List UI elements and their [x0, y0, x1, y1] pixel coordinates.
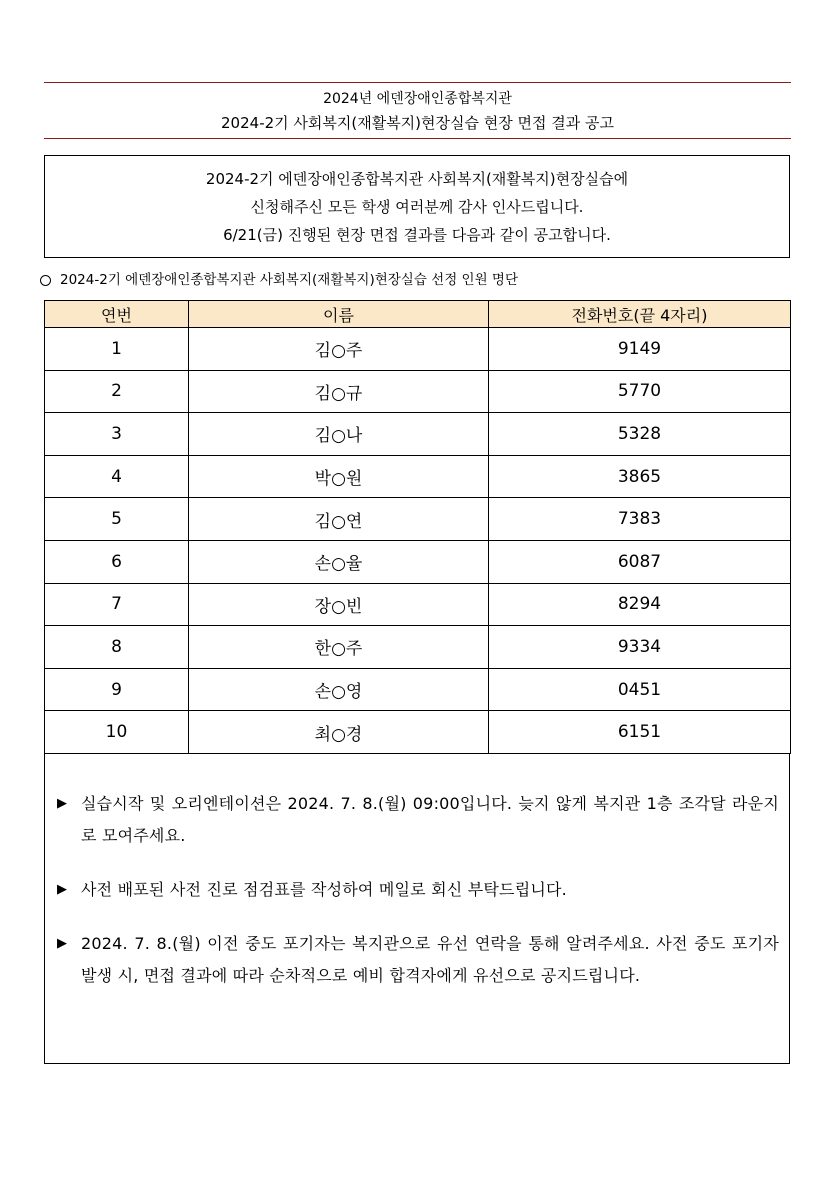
triangle-bullet-icon: ▶ [57, 882, 68, 897]
row-phone: 3865 [489, 455, 791, 498]
row-phone: 9334 [489, 626, 791, 669]
note-text: 실습시작 및 오리엔테이션은 2024. 7. 8.(월) 09:00입니다. 늦지 않게 복지관 1층 조각달 라운지로 모여주세요. [81, 794, 779, 845]
document-title: 2024-2기 사회복지(재활복지)현장실습 현장 면접 결과 공고 [221, 114, 614, 132]
note-text: 2024. 7. 8.(월) 이전 중도 포기자는 복지관으로 유선 연락을 통해 알려주세요. 사전 중도 포기자 발생 시, 면접 결과에 따라 순차적으로 예비 합격자에게 유선으로 공지드립니다. [81, 934, 779, 985]
row-name: 한○주 [189, 626, 489, 669]
header-cell-number: 연번 [45, 301, 189, 328]
note-item [57, 928, 779, 992]
table-row [45, 583, 791, 626]
row-name: 장○빈 [189, 583, 489, 626]
row-phone: 6087 [489, 540, 791, 583]
header-cell-phone: 전화번호(끝 4자리) [489, 301, 791, 328]
note-item [57, 788, 779, 852]
table-row [45, 455, 791, 498]
table-row [45, 370, 791, 413]
note-item [57, 874, 779, 906]
row-name: 손○영 [189, 668, 489, 711]
row-number: 2 [45, 370, 189, 413]
row-number: 5 [45, 498, 189, 541]
table-header-row [45, 301, 791, 328]
row-number: 3 [45, 413, 189, 456]
intro-line: 신청해주신 모든 학생 여러분께 감사 인사드립니다. [250, 197, 584, 216]
row-number: 1 [45, 328, 189, 371]
row-phone: 5770 [489, 370, 791, 413]
table-row [45, 328, 791, 371]
row-number: 8 [45, 626, 189, 669]
row-name: 김○나 [189, 413, 489, 456]
row-phone: 6151 [489, 711, 791, 754]
selected-students-table [44, 300, 791, 754]
table-row [45, 540, 791, 583]
row-number: 4 [45, 455, 189, 498]
section-title: 2024-2기 에덴장애인종합복지관 사회복지(재활복지)현장실습 선정 인원 명단 [60, 272, 518, 288]
row-number: 6 [45, 540, 189, 583]
intro-line: 6/21(금) 진행된 현장 면접 결과를 다음과 같이 공고합니다. [223, 225, 611, 244]
row-name: 손○율 [189, 540, 489, 583]
row-name: 김○규 [189, 370, 489, 413]
row-phone: 9149 [489, 328, 791, 371]
top-divider [44, 82, 791, 83]
row-phone: 7383 [489, 498, 791, 541]
row-number: 7 [45, 583, 189, 626]
circle-bullet-icon [40, 275, 51, 286]
intro-box [44, 155, 790, 258]
section-heading [40, 270, 518, 290]
row-phone: 5328 [489, 413, 791, 456]
table-row [45, 498, 791, 541]
table-row [45, 413, 791, 456]
row-number: 9 [45, 668, 189, 711]
row-name: 김○주 [189, 328, 489, 371]
row-phone: 0451 [489, 668, 791, 711]
triangle-bullet-icon: ▶ [57, 796, 68, 811]
notes-box [44, 754, 790, 1064]
header-cell-name: 이름 [189, 301, 489, 328]
row-number: 10 [45, 711, 189, 754]
bottom-divider [44, 138, 791, 139]
row-name: 김○연 [189, 498, 489, 541]
organization-name: 2024년 에덴장애인종합복지관 [323, 91, 512, 107]
table-row [45, 711, 791, 754]
table-row [45, 668, 791, 711]
table-row [45, 626, 791, 669]
row-phone: 8294 [489, 583, 791, 626]
row-name: 최○경 [189, 711, 489, 754]
note-text: 사전 배포된 사전 진로 점검표를 작성하여 메일로 회신 부탁드립니다. [81, 880, 567, 899]
row-name: 박○원 [189, 455, 489, 498]
triangle-bullet-icon: ▶ [57, 936, 68, 951]
intro-line: 2024-2기 에덴장애인종합복지관 사회복지(재활복지)현장실습에 [205, 169, 629, 188]
